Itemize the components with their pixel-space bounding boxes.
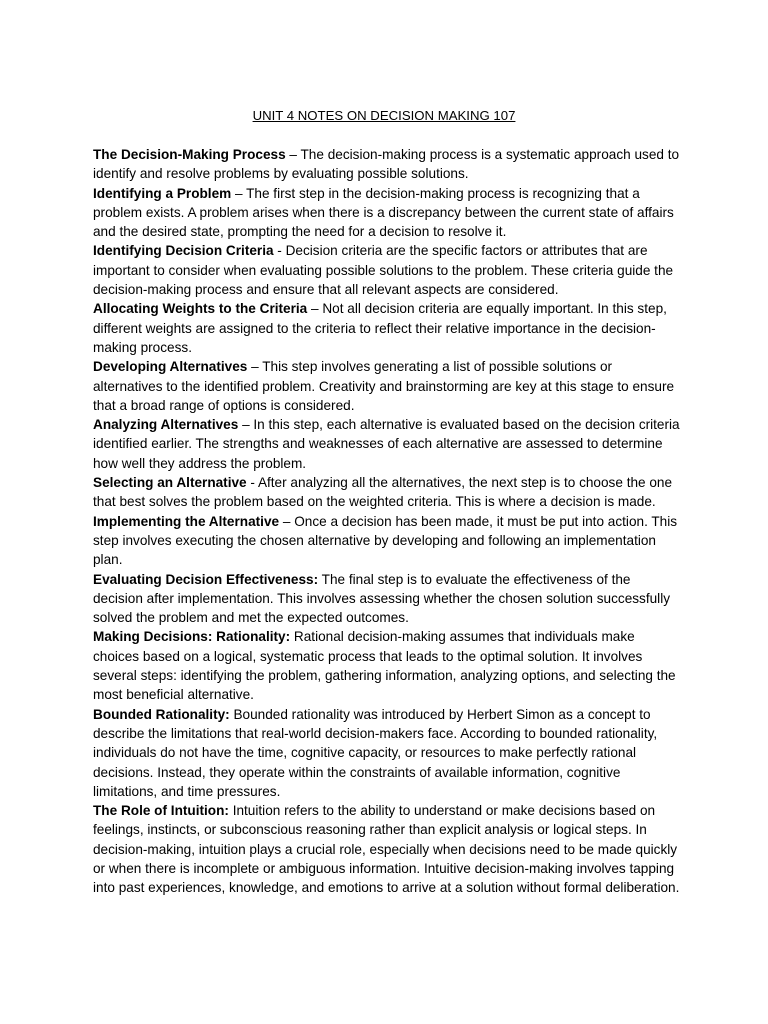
entry-text: – In this step, each alternative is evaluated based on the decision criteria identified earlier. The strengths and weaknesses of each alternative are assessed to determine how well they address the problem. [93, 417, 680, 471]
entry-text: – This step involves generating a list of possible solutions or alternatives to the identified problem. Creativity and brainstorming are key at this stage to ensure that a broad range of options is considered. [93, 359, 675, 413]
entry-identifying-problem [93, 184, 683, 242]
entry-text: – The decision-making process is a systematic approach used to identify and resolve problems by evaluating possible solutions. [93, 147, 680, 182]
entry-text: – Once a decision has been made, it must be put into action. This step involves executing the chosen alternative by developing and following an implementation plan. [93, 513, 678, 568]
entry-identifying-decision-criteria [93, 241, 683, 299]
entry-implementing-alternative [93, 512, 683, 570]
entry-role-of-intuition [93, 801, 683, 897]
entry-term: Making Decisions: Rationality: [93, 629, 291, 645]
entry-term: Evaluating Decision Effectiveness: [93, 571, 319, 587]
entry-term: Identifying Decision Criteria [93, 243, 274, 259]
entry-text: - After analyzing all the alternatives, the next step is to choose the one that best solves the problem based on the weighted criteria. This is where a decision is made. [93, 475, 673, 510]
entry-text: – Not all decision criteria are equally important. In this step, different weights are assigned to the criteria to reflect their relative importance in the decision-making process. [93, 301, 667, 355]
entry-text: The final step is to evaluate the effectiveness of the decision after implementation. This involves assessing whether the chosen solution successfully solved the problem and met the expected outcomes. [93, 571, 671, 626]
entry-text: Intuition refers to the ability to understand or make decisions based on feelings, instincts, or subconscious reasoning rather than explicit analysis or logical steps. In decision-making, intuition plays a crucial role, especially when decisions need to be made quickly or when there is incomplete or ambiguous information. Intuitive decision-making involves tapping into past experiences, knowledge, and emotions to arrive at a solution without formal deliberation. [93, 803, 680, 896]
entry-text: – The first step in the decision-making process is recognizing that a problem exists. A problem arises when there is a discrepancy between the current state of affairs and the desired state, prompting the need for a decision to resolve it. [93, 185, 674, 240]
entry-term: Selecting an Alternative [93, 475, 247, 491]
entry-text: Rational decision-making assumes that individuals make choices based on a logical, systematic process that leads to the optimal solution. It involves several steps: identifying the problem, gathering information, analyzing options, and selecting the most beneficial alternative. [93, 629, 676, 703]
entry-text: - Decision criteria are the specific factors or attributes that are important to consider when evaluating possible solutions to the problem. These criteria guide the decision-making process and ensure that all relevant aspects are considered. [93, 243, 674, 298]
entry-term: Allocating Weights to the Criteria [93, 301, 308, 317]
entry-decision-making-process [93, 145, 683, 184]
entry-text: Bounded rationality was introduced by Herbert Simon as a concept to describe the limitations that real-world decision-makers face. According to bounded rationality, individuals do not have the time, cognitive capacity, or resources to make perfectly rational decisions. Instead, they operate within the constraints of available information, cognitive limitations, and time pressures. [93, 706, 658, 799]
entry-term: The Decision-Making Process [93, 147, 286, 162]
entry-term: Developing Alternatives [93, 359, 248, 375]
entry-evaluating-effectiveness [93, 570, 683, 628]
entry-term: Bounded Rationality: [93, 706, 230, 722]
entry-developing-alternatives [93, 357, 683, 415]
entry-analyzing-alternatives [93, 415, 683, 473]
entry-term: The Role of Intuition: [93, 803, 229, 819]
entry-term: Identifying a Problem [93, 185, 232, 201]
document-body [93, 145, 683, 898]
entry-rationality [93, 627, 683, 704]
entry-bounded-rationality [93, 705, 683, 801]
entry-allocating-weights [93, 299, 683, 357]
entry-term: Analyzing Alternatives [93, 417, 239, 433]
entry-selecting-alternative [93, 473, 683, 512]
document-title: UNIT 4 NOTES ON DECISION MAKING 107 [252, 108, 516, 123]
entry-term: Implementing the Alternative [93, 513, 280, 529]
